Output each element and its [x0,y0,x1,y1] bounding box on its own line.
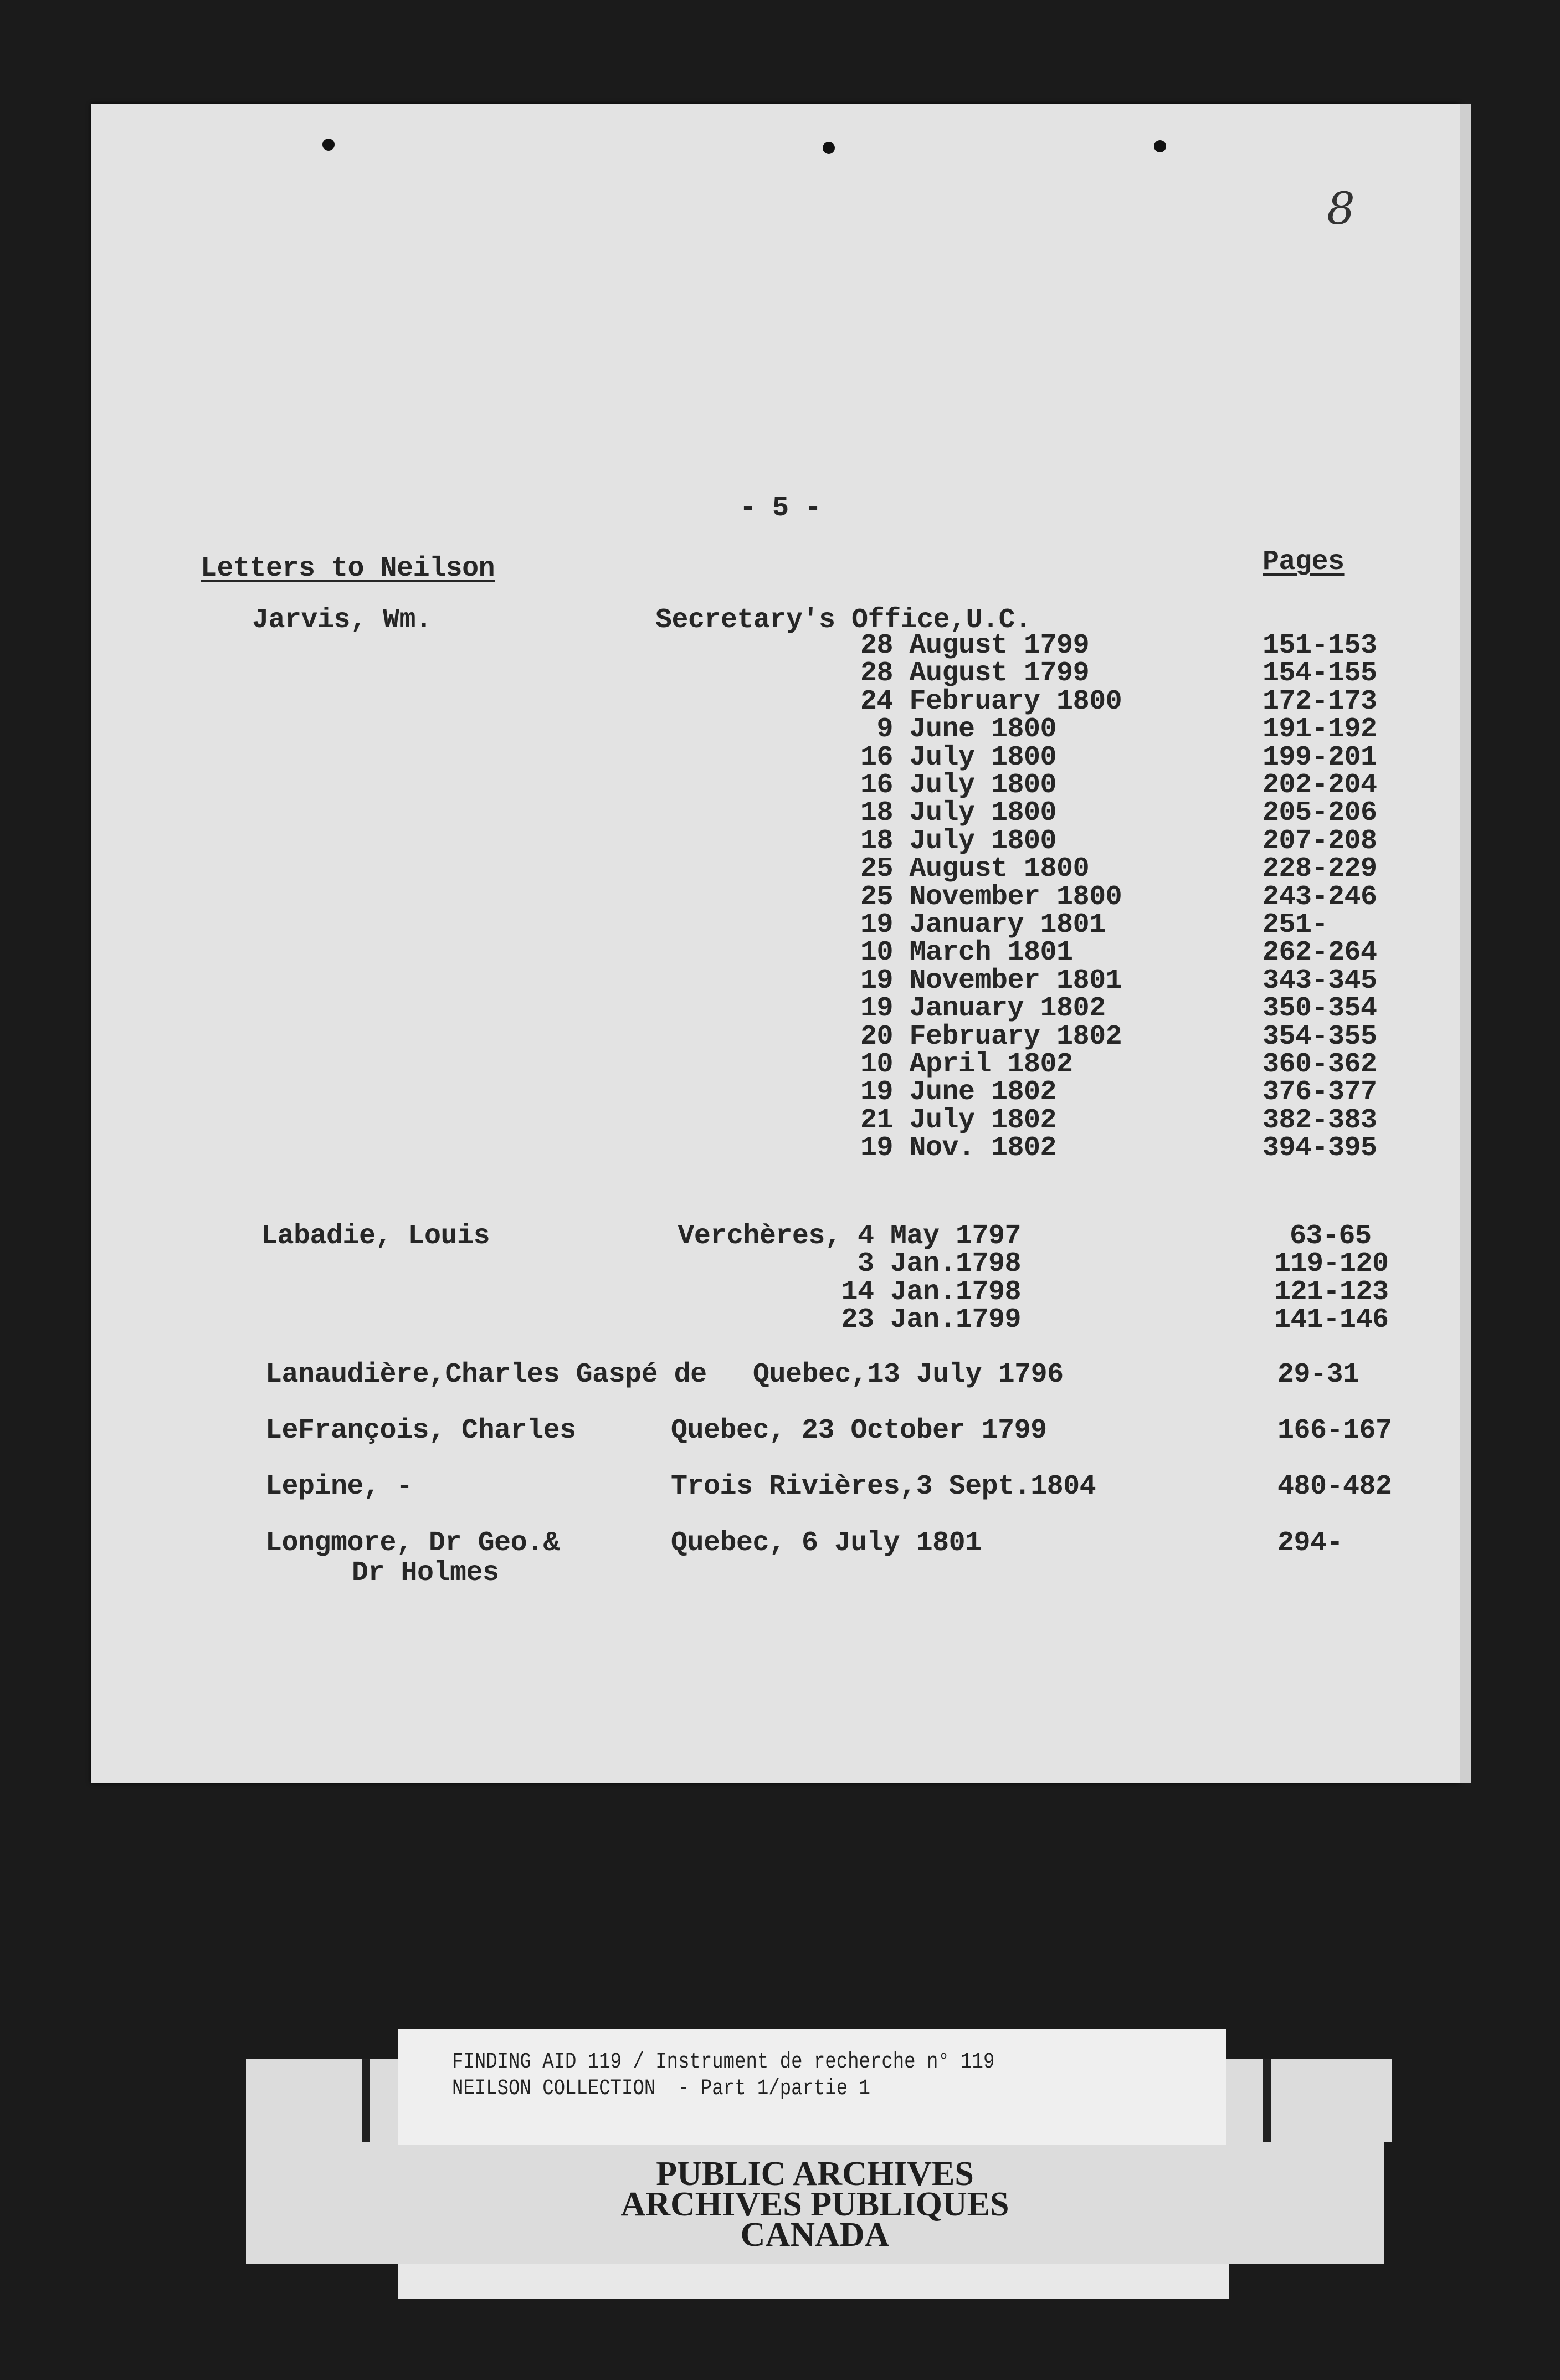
letter-date: 25 November 1800 [860,881,1122,913]
letter-pages: 251- [1263,909,1328,941]
letter-date: 9 June 1800 [860,714,1057,746]
letter-date: Quebec,13 July 1796 [753,1359,1064,1391]
letter-date: Quebec, 6 July 1801 [671,1527,982,1559]
correspondent-name: Lanaudière,Charles Gaspé de [265,1359,707,1391]
finding-aid-line-2: NEILSON COLLECTION - Part 1/partie 1 [452,2076,870,2101]
letter-pages: 119-120 [1274,1248,1389,1280]
letter-date: 28 August 1799 [860,630,1090,661]
letter-date: Verchères, 4 May 1797 [678,1220,1021,1252]
card-tab [1263,2059,1392,2142]
letter-date: 21 July 1802 [860,1104,1057,1136]
letter-date: 10 April 1802 [860,1049,1073,1080]
letter-pages: 294- [1277,1527,1343,1559]
letter-pages: 243-246 [1263,881,1377,913]
letter-pages: 350-354 [1263,993,1377,1025]
punch-hole [823,142,835,154]
letter-date: 14 Jan.1798 [841,1276,1021,1308]
letter-date: 28 August 1799 [860,658,1090,690]
punch-hole [1154,140,1166,152]
letter-pages: 151-153 [1263,630,1377,661]
letter-pages: 172-173 [1263,685,1377,717]
letter-pages: 202-204 [1263,770,1377,801]
letter-pages: 154-155 [1263,658,1377,690]
letter-date: 16 July 1800 [860,770,1057,801]
letter-pages: 29-31 [1277,1359,1359,1391]
pages-column-header: Pages [1263,546,1345,578]
letter-date: 19 November 1801 [860,965,1122,997]
letter-date: 3 Jan.1798 [857,1248,1021,1280]
letter-pages: 343-345 [1263,965,1377,997]
letter-place: Secretary's Office,U.C. [655,604,1032,636]
letter-pages: 207-208 [1263,825,1377,857]
letter-date: 20 February 1802 [860,1020,1122,1053]
letter-pages: 205-206 [1263,797,1377,829]
correspondent-name: Labadie, Louis [261,1220,490,1252]
letter-pages: 480-482 [1277,1471,1392,1502]
page-marker: - 5 - [740,493,822,524]
letter-date: 18 July 1800 [860,825,1057,857]
section-heading: Letters to Neilson [201,553,495,584]
card-strip [398,2264,1229,2299]
letter-date: 19 January 1801 [860,909,1106,941]
letter-pages: 376-377 [1263,1076,1377,1109]
correspondent-name: Jarvis, Wm. [252,604,432,636]
letter-date: 10 March 1801 [860,937,1073,969]
handwritten-page-number: 8 [1327,183,1355,234]
finding-aid-line-1: FINDING AID 119 / Instrument de recherche n° 119 [452,2050,995,2075]
letter-pages: 141-146 [1274,1304,1389,1336]
letter-pages: 166-167 [1277,1415,1392,1447]
punch-hole [322,139,335,151]
letter-date: Quebec, 23 October 1799 [671,1415,1047,1447]
letter-date: Trois Rivières,3 Sept.1804 [671,1471,1096,1502]
letter-date: 19 Nov. 1802 [860,1132,1057,1165]
letter-date: 24 February 1800 [860,685,1122,717]
letter-pages: 63-65 [1290,1220,1372,1252]
letter-date: 18 July 1800 [860,797,1057,829]
correspondent-name: Lepine, - [265,1471,413,1502]
card-tab [246,2059,370,2142]
letter-date: 19 January 1802 [860,993,1106,1025]
correspondent-name: LeFrançois, Charles [265,1415,576,1447]
letter-pages: 228-229 [1263,853,1377,885]
archives-stamp-line-2: ARCHIVES PUBLIQUES [620,2186,1009,2223]
letter-date: 19 June 1802 [860,1076,1057,1109]
letter-date: 25 August 1800 [860,853,1090,885]
letter-pages: 394-395 [1263,1132,1377,1165]
letter-date: 16 July 1800 [860,741,1057,773]
letter-pages: 262-264 [1263,937,1377,969]
letter-pages: 382-383 [1263,1104,1377,1136]
letter-pages: 191-192 [1263,714,1377,746]
correspondent-name: Longmore, Dr Geo.& [265,1527,560,1559]
letter-pages: 121-123 [1274,1276,1389,1308]
archives-stamp-line-3: CANADA [740,2216,890,2254]
letter-date: 23 Jan.1799 [841,1304,1021,1336]
letter-pages: 360-362 [1263,1049,1377,1080]
correspondent-name-continued: Dr Holmes [352,1557,499,1589]
letter-pages: 354-355 [1263,1020,1377,1053]
letter-pages: 199-201 [1263,741,1377,773]
archives-stamp-line-1: PUBLIC ARCHIVES [656,2155,974,2193]
